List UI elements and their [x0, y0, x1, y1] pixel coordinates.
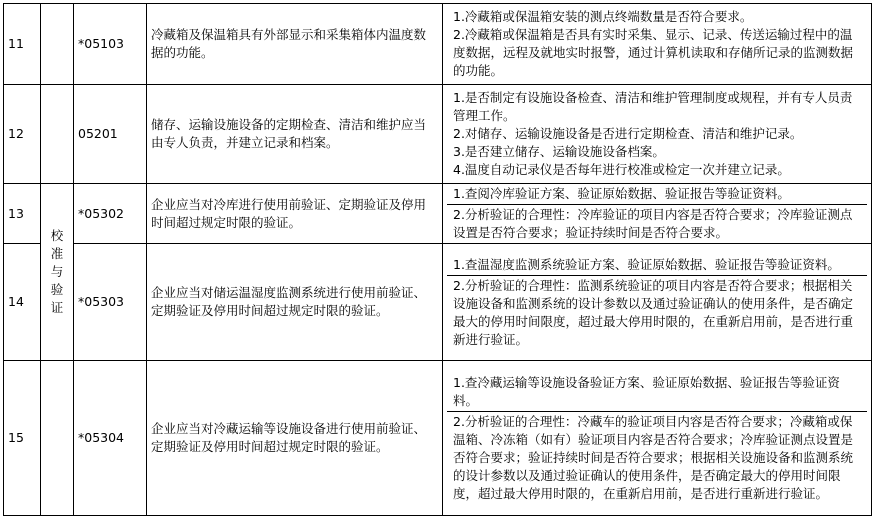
check-item: 1.是否制定有设施设备检查、清洁和维护管理制度或规程，并有专人员责管理工作。 2.对储存、运输设施设备是否进行定期检查、清洁和维护记录。 3.是否建立储存、运输设施设备档案。 4.温度自动记录仪是否每年进行校准或检定一次并建立记录。: [453, 90, 853, 177]
category-cell: [41, 184, 74, 361]
row-number: 13: [4, 184, 41, 244]
check-item: 1.查温湿度监测系统验证方案、验证原始数据、验证报告等验证资料。: [453, 256, 840, 272]
check-item: 1.查冷藏运输等设施设备验证方案、验证原始数据、验证报告等验证资料。: [453, 374, 840, 408]
check-content: [443, 361, 872, 516]
table-row: [4, 361, 872, 516]
table-row: [4, 4, 872, 85]
item-code: 05201: [74, 85, 147, 184]
item-code: *05304: [74, 361, 147, 516]
check-item: 2.分析验证的合理性：冷库验证的项目内容是否符合要求；冷库验证测点设置是否符合要求；验证持续时间是否符合要求。: [447, 204, 867, 243]
category-cell-empty: [41, 4, 74, 85]
item-code: *05303: [74, 244, 147, 361]
item-description: 冷藏箱及保温箱具有外部显示和采集箱体内温度数据的功能。: [147, 4, 443, 85]
item-description: 企业应当对冷藏运输等设施设备进行使用前验证、定期验证及停用时间超过规定时限的验证。: [147, 361, 443, 516]
row-number: 12: [4, 85, 41, 184]
category-cell-empty: [41, 85, 74, 184]
row-number: 15: [4, 361, 41, 516]
check-content: [443, 4, 872, 85]
check-content: [443, 85, 872, 184]
item-code: *05302: [74, 184, 147, 244]
item-code: *05103: [74, 4, 147, 85]
table-row: [4, 184, 872, 244]
item-description: 储存、运输设施设备的定期检查、清洁和维护应当由专人负责，并建立记录和档案。: [147, 85, 443, 184]
table-row: [4, 244, 872, 361]
check-item: 2.分析验证的合理性：监测系统验证的项目内容是否符合要求；根据相关设施设备和监测系统的设计参数以及通过验证确认的使用条件，是否确定最大的停用时间限度，超过最大停用时限的，在重新启用前，是否进行重新进行验证。: [447, 275, 867, 350]
item-description: 企业应当对冷库进行使用前验证、定期验证及停用时间超过规定时限的验证。: [147, 184, 443, 244]
inspection-table: [3, 3, 872, 516]
check-content: [443, 184, 872, 244]
row-number: 14: [4, 244, 41, 361]
table-row: [4, 85, 872, 184]
check-content: [443, 244, 872, 361]
category-cell-empty: [41, 361, 74, 516]
row-number: 11: [4, 4, 41, 85]
check-item: 1.查阅冷库验证方案、验证原始数据、验证报告等验证资料。: [453, 186, 790, 201]
item-description: 企业应当对储运温湿度监测系统进行使用前验证、定期验证及停用时间超过规定时限的验证。: [147, 244, 443, 361]
check-item: 1.冷藏箱或保温箱安装的测点终端数量是否符合要求。 2.冷藏箱或保温箱是否具有实时采集、显示、记录、传送运输过程中的温度数据，远程及就地实时报警，通过计算机读取和存储所记录的监测数据的功能。: [453, 9, 854, 78]
category-label: 校准与验证: [50, 228, 64, 315]
check-item: 2.分析验证的合理性：冷藏车的验证项目内容是否符合要求；冷藏箱或保温箱、冷冻箱（如有）验证项目内容是否符合要求；冷库验证测点设置是否符合要求；验证持续时间是否符合要求；根据相关设施设备和监测系统的设计参数以及通过验证确认的使用条件，是否确定最大的停用时间限度，超过最大停用时限的，在重新启用前，是否进行重新进行验证。: [447, 411, 867, 504]
